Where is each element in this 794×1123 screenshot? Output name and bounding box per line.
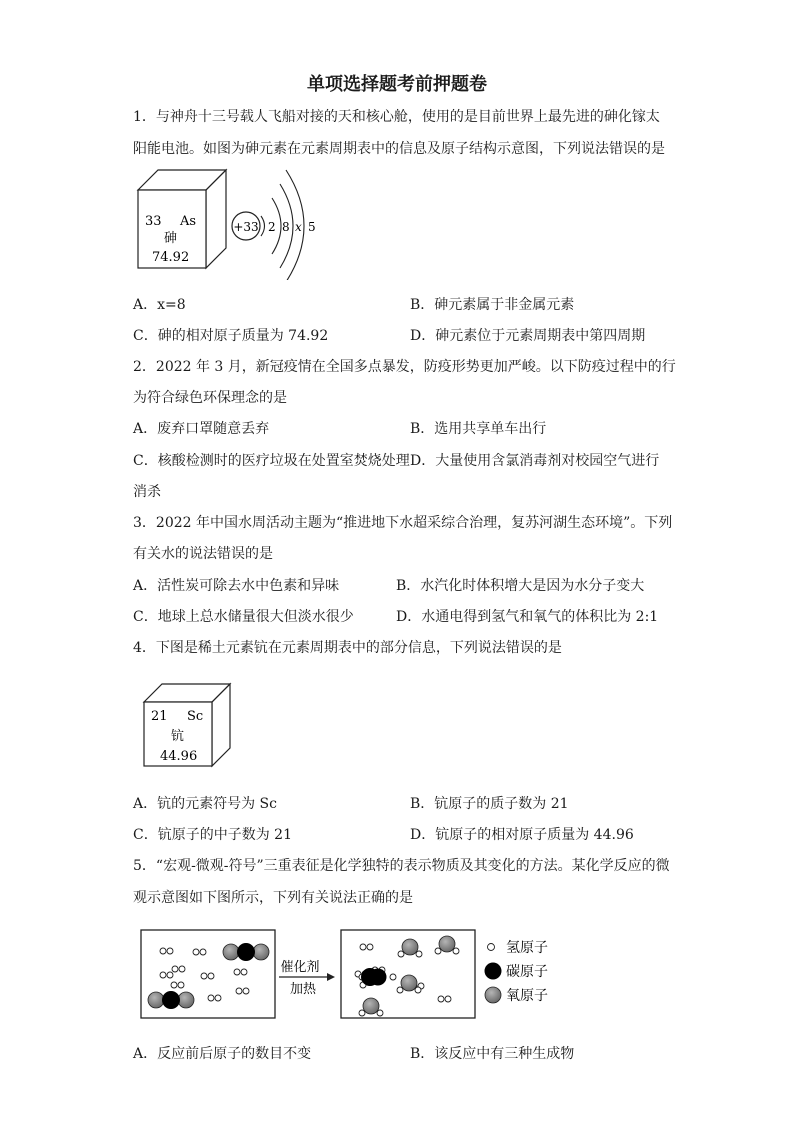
reactant-co2-molecule-1 xyxy=(223,944,269,961)
cube-side-face xyxy=(212,684,230,766)
page-title: 单项选择题考前押题卷 xyxy=(307,74,487,95)
legend-hydrogen-marker xyxy=(488,944,495,951)
q1-shell-count-2: 8 xyxy=(282,220,290,234)
legend-hydrogen-label: 氢原子 xyxy=(506,940,548,956)
q1-shell-count-1: 2 xyxy=(268,220,276,234)
q5-stem-line-2: 观示意图如下图所示，下列有关说法正确的是 xyxy=(133,890,413,906)
q4-atomic-number: 21 xyxy=(151,709,168,724)
q4-element-cell-figure xyxy=(138,680,238,772)
q4-option-b: B．钪原子的质子数为 21 xyxy=(410,796,569,812)
q3-option-a: A．活性炭可除去水中色素和异味 xyxy=(133,578,340,594)
q4-stem-line-1: 4．下图是稀土元素钪在元素周期表中的部分信息，下列说法错误的是 xyxy=(133,640,562,656)
q2-option-d-continued: 消杀 xyxy=(133,484,161,500)
q3-option-b: B．水汽化时体积增大是因为水分子变大 xyxy=(396,578,645,594)
q1-option-c: C．砷的相对原子质量为 74.92 xyxy=(133,328,329,344)
q1-element-name: 砷 xyxy=(164,231,178,246)
legend-carbon-marker xyxy=(485,963,502,980)
q4-option-a: A．钪的元素符号为 Sc xyxy=(133,796,277,812)
q1-shell-count-3: x xyxy=(295,220,302,234)
q4-option-c: C．钪原子的中子数为 21 xyxy=(133,827,292,843)
legend-carbon-label: 碳原子 xyxy=(506,964,548,980)
q1-element-symbol: As xyxy=(180,214,197,229)
reaction-arrow-head xyxy=(327,973,335,981)
q2-stem-line-2: 为符合绿色环保理念的是 xyxy=(133,390,287,406)
q5-stem-line-1: 5．“宏观-微观-符号”三重表征是化学独特的表示物质及其变化的方法。某化学反应的微 xyxy=(133,858,670,874)
catalyst-label: 催化剂 xyxy=(280,960,320,975)
legend-oxygen-marker xyxy=(485,987,501,1003)
q3-stem-line-2: 有关水的说法错误的是 xyxy=(133,546,273,562)
q3-option-c: C．地球上总水储量很大但淡水很少 xyxy=(133,609,354,625)
q5-reaction-diagram xyxy=(138,925,558,1025)
q4-atomic-mass: 44.96 xyxy=(160,749,198,764)
q5-option-b: B．该反应中有三种生成物 xyxy=(410,1046,575,1062)
q3-stem-line-1: 3．2022 年中国水周活动主题为“推进地下水超采综合治理，复苏河湖生态环境”。下列 xyxy=(133,515,673,531)
q1-atomic-mass: 74.92 xyxy=(152,250,190,265)
q1-shell-count-4: 5 xyxy=(308,220,316,234)
cube-top-face xyxy=(144,684,230,702)
q4-element-symbol: Sc xyxy=(187,709,204,724)
q1-option-a: A．x=8 xyxy=(133,297,186,313)
heating-label: 加热 xyxy=(289,982,317,997)
q4-option-d: D．钪原子的相对原子质量为 44.96 xyxy=(410,827,634,843)
reactant-co2-molecule-2 xyxy=(148,992,194,1009)
q4-element-name: 钪 xyxy=(171,729,185,744)
q2-option-c: C．核酸检测时的医疗垃圾在处置室焚烧处理 xyxy=(133,453,410,469)
q1-atom-structure-diagram xyxy=(228,162,338,280)
cube-top-face xyxy=(138,170,226,190)
q1-atomic-number: 33 xyxy=(145,214,162,229)
q1-stem-line-2: 阳能电池。如图为砷元素在元素周期表中的信息及原子结构示意图，下列说法错误的是 xyxy=(133,141,665,157)
q1-nucleus-charge: +33 xyxy=(233,220,259,234)
q2-option-b: B．选用共享单车出行 xyxy=(410,421,547,437)
q2-option-a: A．废弃口罩随意丢弃 xyxy=(133,421,270,437)
q1-option-b: B．砷元素属于非金属元素 xyxy=(410,297,575,313)
q1-option-d: D．砷元素位于元素周期表中第四周期 xyxy=(410,328,646,344)
cube-side-face xyxy=(206,170,226,268)
q2-option-d: D．大量使用含氯消毒剂对校园空气进行 xyxy=(410,453,660,469)
q5-option-a: A．反应前后原子的数目不变 xyxy=(133,1046,312,1062)
q1-stem-line-1: 1．与神舟十三号载人飞船对接的天和核心舱，使用的是目前世界上最先进的砷化镓太 xyxy=(133,109,660,125)
legend-oxygen-label: 氧原子 xyxy=(506,988,548,1004)
q3-option-d: D．水通电得到氢气和氧气的体积比为 2:1 xyxy=(396,609,659,625)
q2-stem-line-1: 2．2022 年 3 月，新冠疫情在全国多点暴发，防疫形势更加严峻。以下防疫过程中的行 xyxy=(133,359,676,375)
shell-arc-1 xyxy=(261,216,265,236)
